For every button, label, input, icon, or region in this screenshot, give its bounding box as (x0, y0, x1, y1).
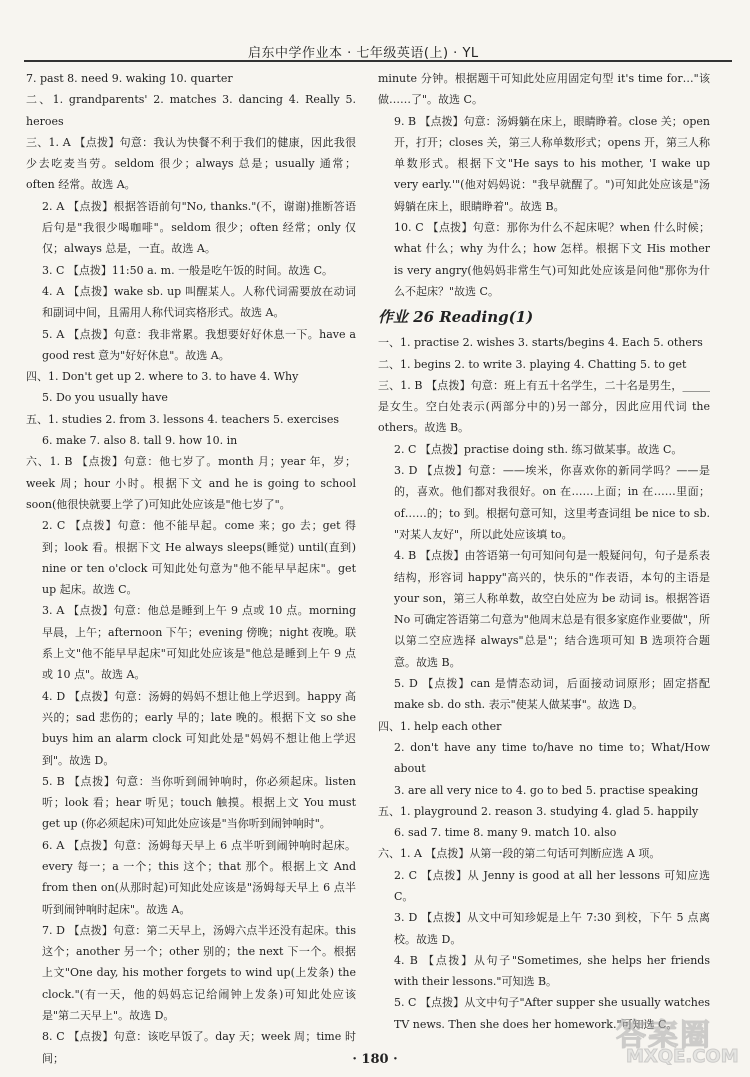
answer-paragraph: 三、1. A 【点拨】句意：我认为快餐不利于我们的健康，因此我很少去吃麦当劳。seldom 很少；always 总是；usually 通常；often 经常。故选 A。 (26, 135, 356, 192)
answer-line: 六、1. A 【点拨】从第一段的第二句话可判断应选 A 项。 (378, 847, 661, 861)
site-watermark (612, 1010, 742, 1072)
answer-paragraph: 4. B 【点拨】由答语第一句可知问句是一般疑问句，句子是系表结构，形容词 happy"高兴的，快乐的"作表语，本句的主语是 your son，第三人称单数，故空白处应为 be 动词 is。根据答语 No 可确定答语第二句意为"他周末总是有很多家庭作业要做"，所以第二空应选择 always"总是"；结合选项可知 B 选项符合题意。故选 B。 (394, 549, 710, 669)
answer-paragraph: 2. C 【点拨】practise doing sth. 练习做某事。故选 C。 (394, 442, 683, 456)
answer-line: 6. sad 7. time 8. many 9. match 10. also (394, 826, 617, 840)
answer-line: 五、1. playground 2. reason 3. studying 4. glad 5. happily (378, 804, 699, 818)
answer-line: 一、1. practise 2. wishes 3. starts/begins 4. Each 5. others (378, 336, 703, 350)
answer-paragraph: 9. B 【点拨】句意：汤姆躺在床上，眼睛睁着。close 关；open 开，打开；closes 关，第三人称单数形式；opens 开，第三人称单数形式。根据下文"He says to his mother, 'I wake up very early.'"(他对妈妈说："我早就醒了。")可知此处应该是"汤姆躺在床上，眼睛睁着"。故选 B。 (394, 114, 710, 213)
running-title: 启东中学作业本 · 七年级英语(上) · YL (248, 46, 479, 61)
answer-line: 3. are all very nice to 4. go to bed 5. practise speaking (394, 783, 699, 797)
answer-paragraph: 2. C 【点拨】句意：他不能早起。come 来；go 去；get 得到；look 看。根据下文 He always sleeps(睡觉) until(直到) nine or ten o'clock 可知此处句意为"他不能早早起床"。get up 起床。故选 C。 (42, 519, 356, 597)
answer-paragraph: 3. D 【点拨】句意：——埃米，你喜欢你的新同学吗？——是的，喜欢。他们都对我很好。on 在……上面；in 在……里面；of……的；to 到。根据句意可知，这里考查词组 be nice to sb. "对某人友好"，所以此处应该填 to。 (394, 464, 710, 541)
answer-line: 2. C 【点拨】从 Jenny is good at all her lessons 可知应选 C。 (394, 868, 710, 903)
page-header (0, 0, 750, 62)
answer-line: 6. make 7. also 8. tall 9. how 10. in (42, 434, 238, 448)
answer-line: 5. Do you usually have (42, 391, 168, 405)
answer-line: 7. past 8. need 9. waking 10. quarter (26, 72, 233, 85)
answer-paragraph: 3. A 【点拨】句意：他总是睡到上午 9 点或 10 点。morning 早晨，上午；afternoon 下午；evening 傍晚；night 夜晚。联系上文"他不能早早起床"可知此处应该是"他总是睡到上午 9 点或 10 点"。故选 A。 (42, 604, 356, 682)
answer-paragraph: 三、1. B 【点拨】句意：班上有五十名学生，二十名是男生，_____是女生。空白处表示(两部分中的)另一部分，因此应用代词 the others。故选 B。 (378, 378, 710, 435)
answer-line: 四、1. Don't get up 2. where to 3. to have 4. Why (26, 370, 299, 384)
answer-line: 二、1. begins 2. to write 3. playing 4. Chatting 5. to get (378, 357, 687, 371)
answer-paragraph: 4. B 【点拨】从句子"Sometimes, she helps her friends with their lessons."可知选 B。 (394, 953, 710, 989)
section-heading: 作业 26 Reading(1) (378, 308, 534, 327)
answer-paragraph: 3. C 【点拨】11:50 a. m. 一般是吃午饭的时间。故选 C。 (42, 263, 333, 277)
answer-paragraph: 10. C 【点拨】句意：那你为什么不起床呢？when 什么时候；what 什么；why 为什么；how 怎样。根据下文 His mother is very angry(他妈妈非常生气)可知此处应该是问他"那你为什么不起床？"故选 C。 (394, 221, 710, 298)
answer-paragraph: 4. D 【点拨】句意：汤姆的妈妈不想让他上学迟到。happy 高兴的；sad 悲伤的；early 早的；late 晚的。根据下文 so she buys him an alarm clock 可知此处是"妈妈不想让他上学迟到"。故选 D。 (42, 689, 356, 767)
answer-paragraph: 5. D 【点拨】can 是情态动词，后面接动词原形；固定搭配 make sb. do sth. 表示"使某人做某事"。故选 D。 (394, 677, 710, 712)
answer-paragraph: 3. D 【点拨】从文中可知珍妮是上午 7:30 到校，下午 5 点离校。故选 D。 (394, 911, 710, 946)
answer-line: 四、1. help each other (378, 719, 502, 733)
answer-paragraph: minute 分钟。根据题干可知此处应用固定句型 it's time for…"该做……了"。故选 C。 (378, 72, 710, 107)
answer-paragraph: 5. B 【点拨】句意：当你听到闹钟响时，你必须起床。listen 听；look 看；hear 听见；touch 触摸。根据上文 You must get up (你必须起床)可知此处应该是"当你听到闹钟响时"。 (42, 774, 356, 831)
watermark-logo-text: 答案圈 (616, 1018, 712, 1053)
answer-paragraph: 2. A 【点拨】根据答语前句"No, thanks."(不，谢谢)推断答语后句是"我很少喝咖啡"。seldom 很少；often 经常；only 仅仅；always 总是，一直。故选 A。 (42, 199, 356, 256)
page-number: · 180 · (352, 1052, 398, 1067)
answer-paragraph: 7. D 【点拨】句意：第二天早上，汤姆六点半还没有起床。this 这个；another 另一个；other 别的；the next 下一个。根据上文"One day, his mother forgets to wind up(上发条) the clock."(有一天，他的妈妈忘记给闹钟上发条)可知此处应该是"第二天早上"。故选 D。 (42, 923, 356, 1023)
answer-paragraph: 8. C 【点拨】句意：该吃早饭了。day 天；week 周；time 时间； (42, 1030, 356, 1065)
answer-line: 2. don't have any time to/have no time to；What/How about (394, 740, 710, 776)
left-column (26, 68, 356, 1065)
watermark-url: MXQE.COM (626, 1046, 739, 1067)
answer-paragraph: 4. A 【点拨】wake sb. up 叫醒某人。人称代词需要放在动词和副词中间，且需用人称代词宾格形式。故选 A。 (42, 284, 356, 320)
answer-paragraph: 5. A 【点拨】句意：我非常累。我想要好好休息一下。have a good rest 意为"好好休息"。故选 A。 (42, 327, 356, 362)
answer-paragraph: 6. A 【点拨】句意：汤姆每天早上 6 点半听到闹钟响时起床。every 每一；a 一个；this 这个；that 那个。根据上文 And from then on(从那时起)可知此处应该是"汤姆每天早上 6 点半听到闹钟响时起床"。故选 A。 (42, 838, 356, 916)
header-rule (24, 60, 732, 62)
answer-paragraph: 5. C 【点拨】从文中句子"After supper she usually watches TV news. Then she does her homework."可知选 C。 (394, 996, 710, 1031)
answer-paragraph: 六、1. B 【点拨】句意：他七岁了。month 月；year 年，岁；week 周；hour 小时。根据下文 and he is going to school soon(他很快就要上学了)可知此处应该是"他七岁了"。 (26, 455, 356, 511)
right-column (378, 68, 710, 1048)
answer-line: 二、1. grandparents' 2. matches 3. dancing 4. Really 5. heroes (26, 93, 356, 128)
answer-line: 五、1. studies 2. from 3. lessons 4. teachers 5. exercises (26, 412, 339, 426)
